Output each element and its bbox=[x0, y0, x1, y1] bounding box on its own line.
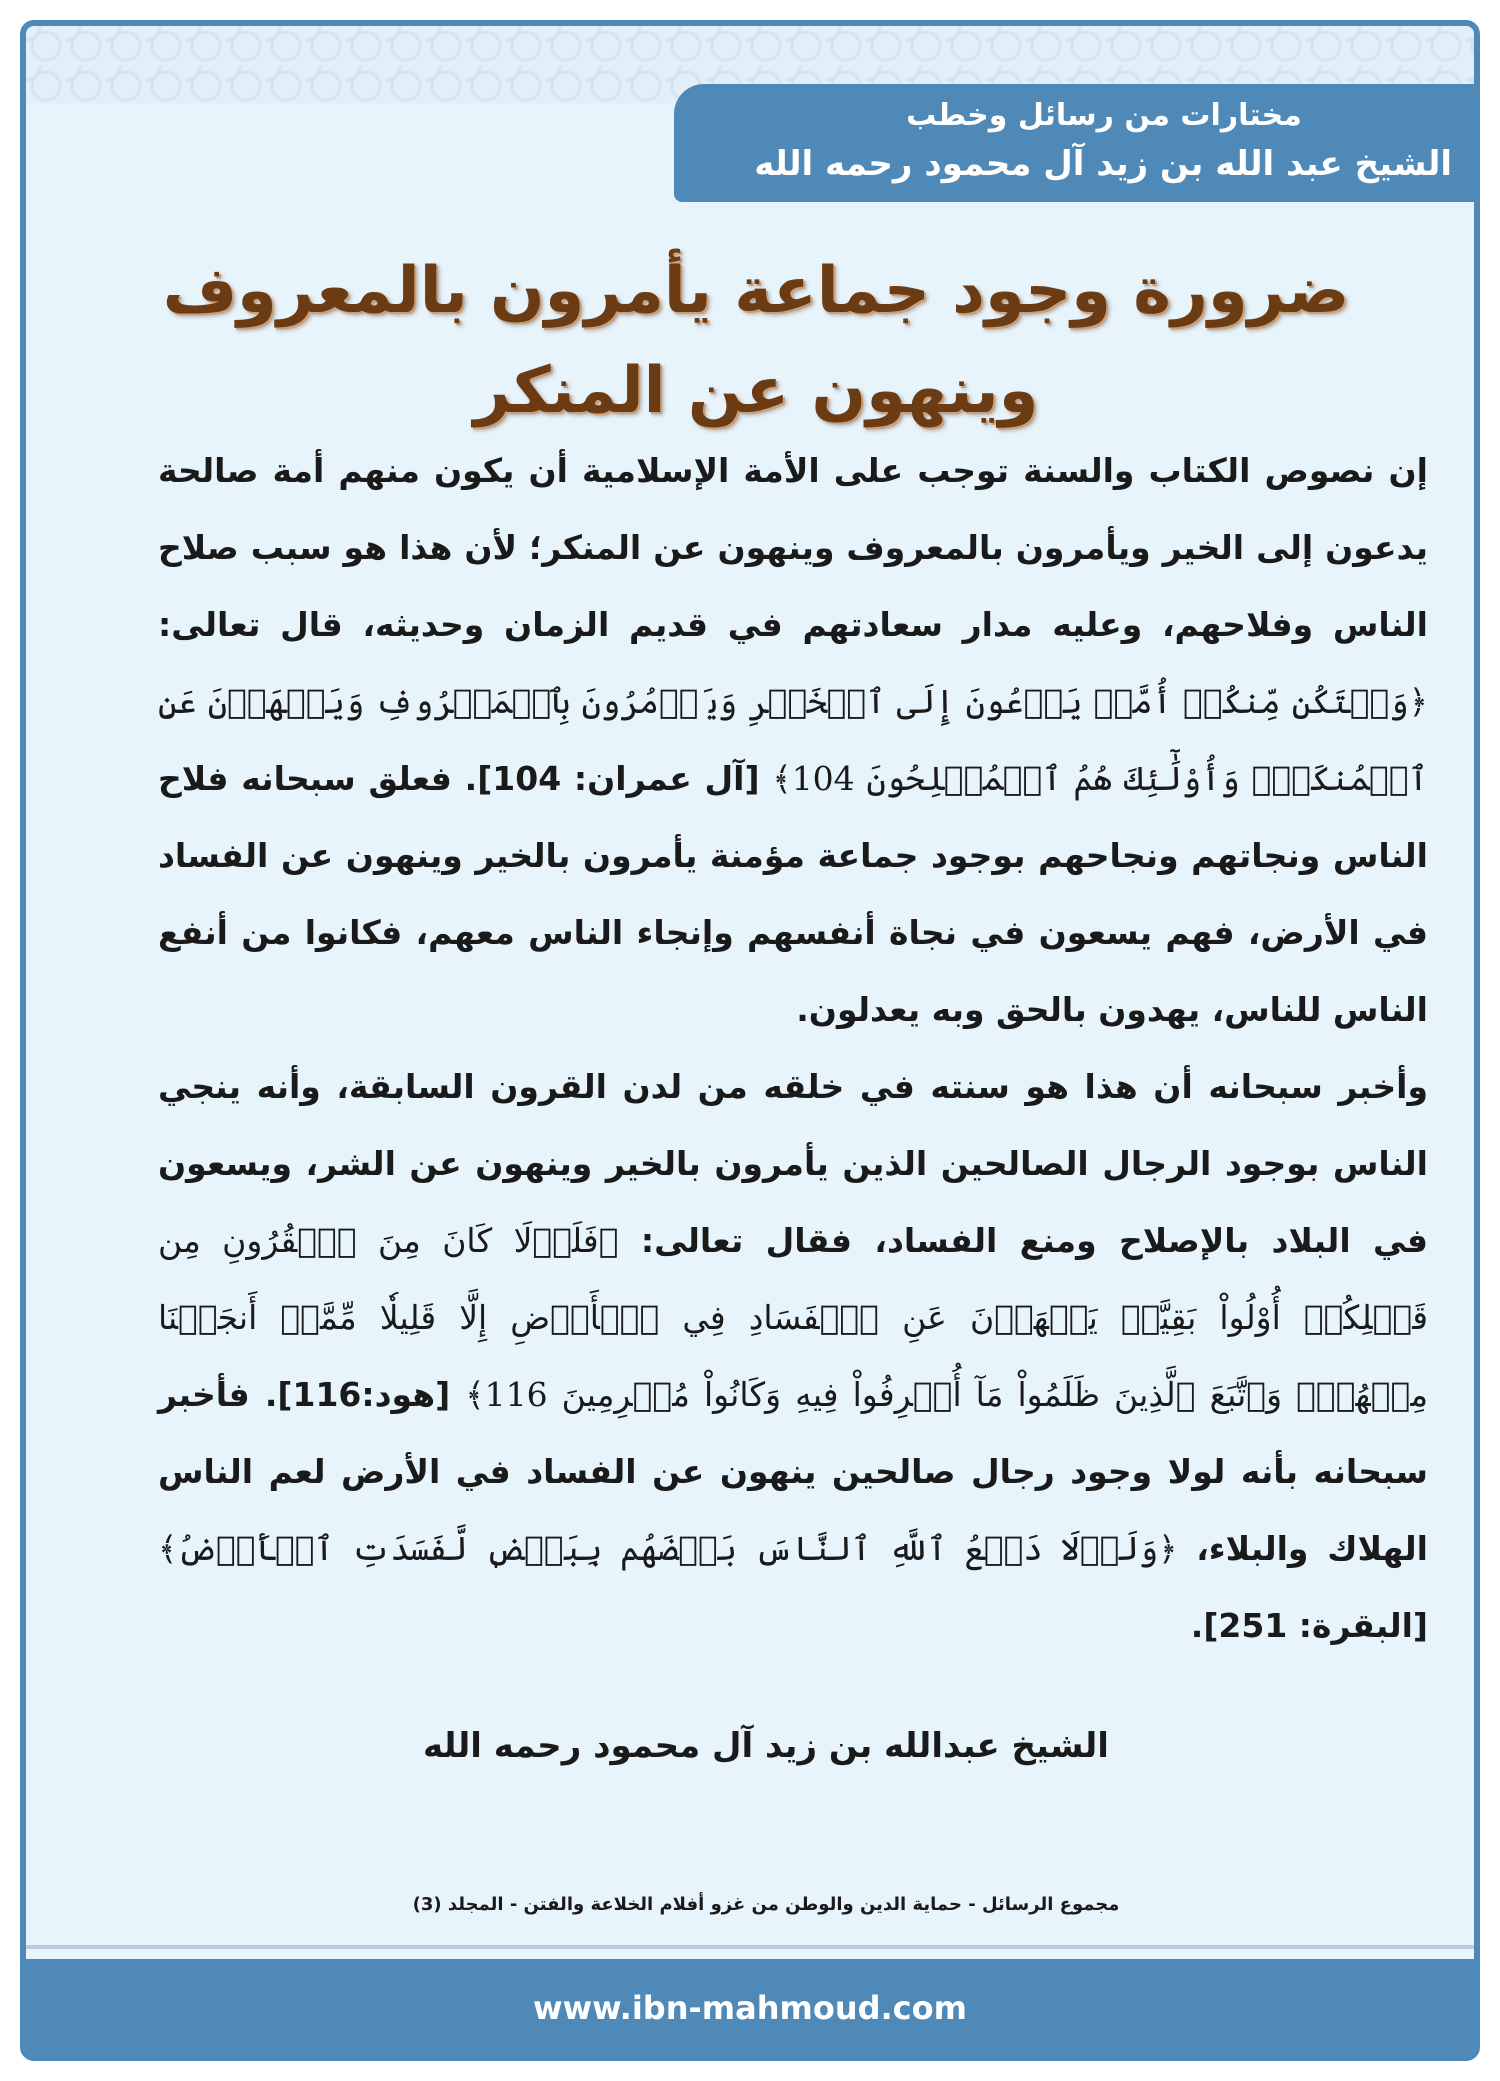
article-title: ضرورة وجود جماعة يأمرون بالمعروف وينهون عن المنكر bbox=[162, 254, 1350, 428]
article-body bbox=[158, 432, 1428, 1664]
paragraph-1 bbox=[158, 432, 1428, 1048]
source-reference: مجموع الرسائل - حماية الدين والوطن من غزو أفلام الخلاعة والفتن - المجلد (3) bbox=[412, 1894, 1120, 1915]
header-tab bbox=[674, 84, 1474, 202]
quran-verse-baqarah: ﴿وَلَوۡلَا دَفۡعُ ٱللَّهِ ٱلنَّاسَ بَعۡضَهُم بِبَعۡضٖ لَّفَسَدَتِ ٱلۡأَرۡضُ﴾ bbox=[158, 1529, 1178, 1568]
paragraph-2 bbox=[158, 1048, 1428, 1664]
paragraph-1-rest: [آل عمران: 104]. فعلق سبحانه فلاح الناس ونجاتهم ونجاحهم بوجود جماعة مؤمنة يأمرون بالخير وينهون عن الفساد في الأرض، فهم يسعون في نجاة أنفسهم وإنجاء الناس معهم، فكانوا من أنفع الناس للناس، يهدون بالحق وبه يعدلون. bbox=[158, 759, 1428, 1029]
author-signature: الشيخ عبدالله بن زيد آل محمود رحمه الله bbox=[423, 1726, 1109, 1766]
page-frame bbox=[20, 20, 1480, 2061]
header-series-title: مختارات من رسائل وخطب bbox=[906, 98, 1302, 133]
header-author: الشيخ عبد الله بن زيد آل محمود رحمه الله bbox=[754, 144, 1452, 184]
website-link[interactable]: www.ibn-mahmoud.com bbox=[533, 1989, 967, 2027]
footer-bar bbox=[26, 1959, 1474, 2061]
footer-divider bbox=[26, 1945, 1474, 1949]
paragraph-2-intro: وأخبر سبحانه أن هذا هو سنته في خلقه من لدن القرون السابقة، وأنه ينجي الناس بوجود الرجال الصالحين الذين يأمرون بالخير وينهون عن الشر، ويسعون في البلاد بالإصلاح ومنع الفساد، فقال تعالى: bbox=[158, 1067, 1428, 1260]
quran-verse-hud: ﴿فَلَوۡلَا كَانَ مِنَ ٱلۡقُرُونِ مِن قَبۡلِكُمۡ أُوْلُواْ بَقِيَّةٖ يَنۡهَوۡنَ عَنِ ٱلۡفَسَادِ فِي ٱلۡأَرۡضِ إِلَّا قَلِيلٗا مِّمَّنۡ أَنجَيۡنَا مِنۡهُمۡۗ وَٱتَّبَعَ ٱلَّذِينَ ظَلَمُواْ مَآ أُتۡرِفُواْ فِيهِ وَكَانُواْ مُجۡرِمِينَ 116﴾ bbox=[158, 1221, 1429, 1414]
quran-verse-al-imran: ﴿وَلۡتَكُن مِّنكُمۡ أُمَّةٞ يَدۡعُونَ إِلَى ٱلۡخَيۡرِ وَيَأۡمُرُونَ بِٱلۡمَعۡرُوفِ وَيَنۡهَوۡنَ عَنِ ٱلۡمُنكَرِۚ وَأُوْلَٰٓئِكَ هُمُ ٱلۡمُفۡلِحُونَ 104﴾ bbox=[158, 682, 1428, 798]
paragraph-1-intro: إن نصوص الكتاب والسنة توجب على الأمة الإسلامية أن يكون منهم أمة صالحة يدعون إلى الخير ويأمرون بالمعروف وينهون عن المنكر؛ لأن هذا هو سبب صلاح الناس وفلاحهم، وعليه مدار سعادتهم في قديم الزمان وحديثه، قال تعالى: bbox=[158, 451, 1428, 644]
paragraph-2-mid: [هود:116]. فأخبر سبحانه بأنه لولا وجود رجال صالحين ينهون عن الفساد في الأرض لعم الناس الهلاك والبلاء، bbox=[158, 1375, 1428, 1568]
paragraph-2-end: [البقرة: 251]. bbox=[1190, 1606, 1428, 1645]
